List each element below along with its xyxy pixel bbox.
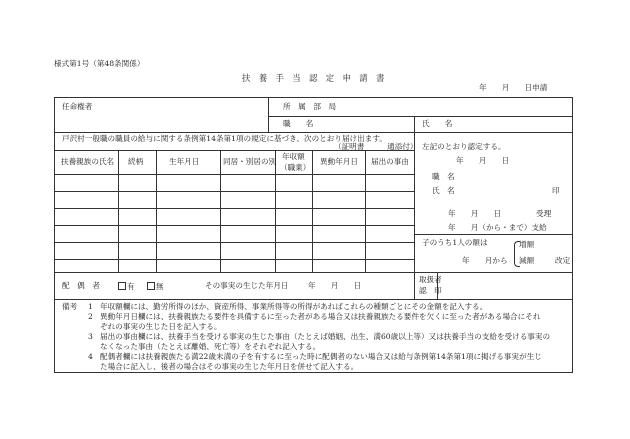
column-header-residence: 同居・別居の別 [223, 157, 277, 166]
divider [414, 116, 415, 132]
payment-period: 年 月（から・まで）支給 [448, 223, 547, 232]
divider [55, 299, 573, 300]
divider [156, 150, 157, 272]
column-header-birthdate: 生年月日 [169, 157, 200, 166]
divider [365, 150, 366, 272]
column-header-relation: 続柄 [128, 157, 144, 166]
note-line: 配偶者欄には扶養親族たる満22歳未満の子を有するに至った時に配偶者のない場合又は給与条例第14条第1項に掲げる事実が生じ [100, 352, 542, 361]
column-header-income: 年収額 [282, 152, 305, 161]
note-line: 年収額欄には、勤労所得のほか、資産所得、事業所得等の所得があればこれらの種類ごとにその金額を記入する。 [100, 302, 488, 311]
application-form [54, 97, 573, 373]
increase-option[interactable]: 増額 [519, 240, 535, 249]
column-header-occupation: （職業） [280, 163, 311, 172]
divider [414, 132, 415, 299]
child-amount-text: 子のうち1人の額は [422, 238, 488, 247]
ninmeiken-label: 任命権者 [62, 102, 93, 111]
revision-label: 改定 [555, 256, 571, 265]
divider [268, 116, 573, 117]
note-number: 3 [88, 332, 93, 341]
received-label: 受理 [536, 209, 552, 218]
revision-from: 年 月から [462, 256, 508, 265]
note-line: なくなった事由（たとえば離婚、死亡等）をそれぞれ記入する。 [100, 342, 321, 351]
certifier-position: 職 名 [432, 172, 455, 181]
note-line: た場合に記入し、後者の場合はその事実の生じた年月日を併せて記入する。 [100, 362, 359, 371]
divider [55, 272, 414, 273]
position-label: 職 名 [283, 119, 314, 128]
spouse-date-value[interactable]: 年 月 日 [308, 281, 362, 290]
divider [55, 242, 414, 243]
received-date[interactable]: 年 月 日 [448, 209, 502, 218]
divider [55, 132, 573, 133]
note-line: 届出の事由欄には、扶養手当を受ける事実の生じた事由（たとえば婚姻、出生、満60歳以上等）又は扶養手当の支給を受ける事実の [100, 332, 551, 341]
divider [118, 150, 119, 272]
column-header-change-date: 異動年月日 [320, 157, 358, 166]
divider [55, 259, 414, 260]
spouse-label: 配 偶 者 [62, 281, 100, 290]
document-title: 扶 養 手 当 認 定 申 請 書 [242, 73, 385, 83]
divider [268, 98, 269, 132]
seal-mark: 印 [552, 186, 560, 195]
divider [220, 150, 221, 272]
divider [55, 225, 414, 226]
form-number: 様式第1号（第48条関係） [54, 59, 145, 68]
checkbox-icon[interactable] [118, 282, 126, 290]
handler-label: 取扱者 [419, 275, 442, 284]
application-date[interactable]: 年 月 日申請 [479, 83, 548, 92]
certify-text: 左記のとおり認定する。 [422, 142, 506, 151]
divider [275, 150, 276, 272]
divider [55, 191, 414, 192]
spouse-no-label: 無 [156, 282, 164, 291]
divider [55, 174, 414, 175]
decrease-option[interactable]: 減額 [519, 256, 535, 265]
note-number: 1 [88, 302, 93, 311]
checkbox-icon[interactable] [147, 282, 155, 290]
proof-text: （証明書 通添付） [334, 142, 418, 151]
divider [55, 208, 414, 209]
note-line: 異動年月日欄には、扶養親族たる要件を具備するに至った者がある場合又は扶養親族たる要件を欠くに至った者がある場合にそれ [100, 312, 541, 321]
handler-seal-label: 認 印 [419, 286, 442, 295]
divider [312, 150, 313, 272]
name-label: 氏 名 [422, 119, 453, 128]
note-line: ぞれの事実の生じた日を記入する。 [100, 322, 222, 331]
statement-text: 戸沢村一般職の職員の給与に関する条例第14条第1項の規定に基づき、次のとおり届け出ます。 [62, 134, 387, 143]
notes-heading: 備考 [62, 302, 78, 311]
spouse-yes-option[interactable] [118, 282, 135, 291]
department-label: 所 属 部 局 [283, 102, 337, 111]
divider [414, 234, 573, 235]
certify-date[interactable]: 年 月 日 [456, 156, 510, 165]
certifier-name: 氏 名 [432, 186, 455, 195]
note-number: 4 [88, 352, 93, 361]
note-number: 2 [88, 312, 93, 321]
column-header-name: 扶養親族の氏名 [61, 157, 115, 166]
spouse-date-label: その事実の生じた年月日 [205, 281, 289, 290]
column-header-reason: 届出の事由 [371, 157, 409, 166]
spouse-yes-label: 有 [127, 282, 135, 291]
spouse-no-option[interactable] [147, 282, 164, 291]
